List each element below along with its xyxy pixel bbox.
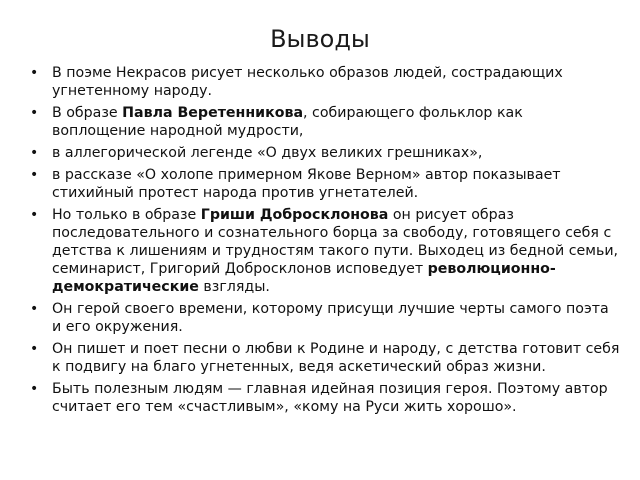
bullet-item xyxy=(24,104,620,140)
bullet-text xyxy=(52,301,609,335)
bullet-text-segment: В поэме Некрасов рисует несколько образов людей, сострадающих угнетенному народу. xyxy=(52,65,563,99)
bullet-text-segment: взгляды. xyxy=(198,279,270,295)
bullet-bold-term: революционно-демократические xyxy=(52,261,556,295)
bullet-list xyxy=(24,64,620,420)
bullet-dot-icon: • xyxy=(30,207,39,223)
bullet-dot-icon: • xyxy=(30,381,39,397)
bullet-item xyxy=(24,206,620,296)
bullet-text-segment: , собирающего фольклор как воплощение народной мудрости, xyxy=(52,105,523,139)
bullet-text xyxy=(52,65,563,99)
bullet-dot-icon: • xyxy=(30,145,39,161)
slide-title: Выводы xyxy=(270,25,370,53)
bullet-item xyxy=(24,300,620,336)
bullet-text-segment: в рассказе «О холопе примерном Якове Верном» автор показывает стихийный протест народа против угнетателей. xyxy=(52,167,561,201)
bullet-text-segment: в аллегорической легенде «О двух великих грешниках», xyxy=(52,145,483,161)
bullet-dot-icon: • xyxy=(30,341,39,357)
bullet-item xyxy=(24,380,620,416)
bullet-dot-icon: • xyxy=(30,167,39,183)
bullet-bold-name: Павла Веретенникова xyxy=(122,105,304,121)
bullet-text xyxy=(52,105,523,139)
bullet-text-segment: Он пишет и поет песни о любви к Родине и народу, с детства готовит себя к подвигу на благо угнетенных, ведя аскетический образ жизни. xyxy=(52,341,620,375)
bullet-text-segment: Быть полезным людям — главная идейная позиция героя. Поэтому автор считает его тем «счастливым», «кому на Руси жить хорошо». xyxy=(52,381,608,415)
bullet-text-segment: В образе xyxy=(52,105,123,121)
bullet-text xyxy=(52,167,561,201)
bullet-dot-icon: • xyxy=(30,65,39,81)
bullet-dot-icon: • xyxy=(30,105,39,121)
bullet-item xyxy=(24,340,620,376)
bullet-dot-icon: • xyxy=(30,301,39,317)
bullet-item xyxy=(24,166,620,202)
bullet-text xyxy=(52,207,618,295)
bullet-item xyxy=(24,144,620,162)
bullet-text-segment: Но только в образе xyxy=(52,207,201,223)
bullet-text xyxy=(52,381,608,415)
bullet-text-segment: он рисует образ последовательного и сознательного борца за свободу, готовящего себя с детства к лишениям и трудностям такого пути. Выходец из бедной семьи, семинарист, Григорий Добросклонов исповедует xyxy=(52,207,619,277)
bullet-text xyxy=(52,341,619,375)
bullet-text-segment: Он герой своего времени, которому присущи лучшие черты самого поэта и его окружения. xyxy=(52,301,609,335)
bullet-text xyxy=(52,145,482,161)
bullet-bold-name: Гриши Добросклонова xyxy=(200,207,389,223)
bullet-item xyxy=(24,64,620,100)
